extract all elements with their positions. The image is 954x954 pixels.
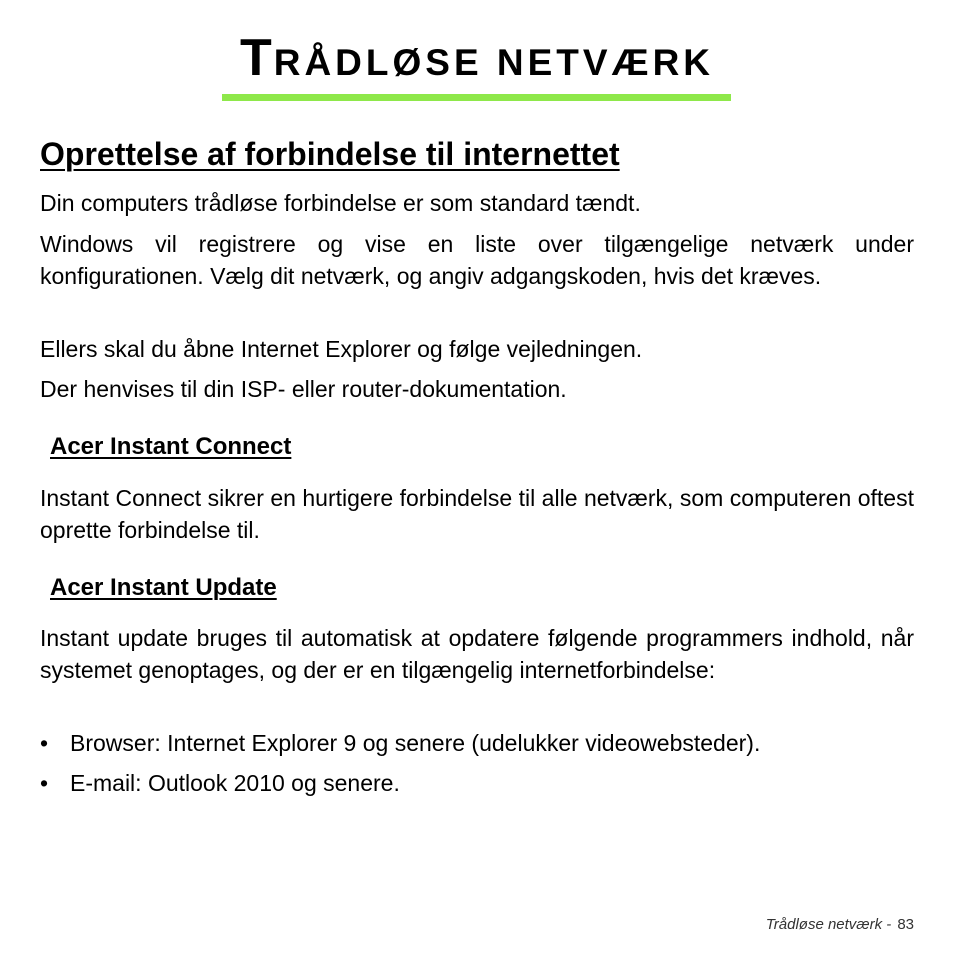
chapter-title-rest: RÅDLØSE NETVÆRK bbox=[273, 42, 715, 83]
page-footer bbox=[766, 916, 914, 933]
list-item bbox=[40, 727, 914, 759]
chapter-initial: T bbox=[239, 29, 274, 87]
section-heading: Oprettelse af forbindelse til internettet bbox=[40, 136, 620, 172]
list-item bbox=[40, 767, 914, 799]
paragraph-default-on: Din computers trådløse forbindelse er som standard tændt. bbox=[40, 190, 641, 216]
footer-label: Trådløse netværk - bbox=[765, 916, 892, 933]
paragraph-windows-networks: Windows vil registrere og vise en liste over tilgængelige netværk under konfigurationen. Vælg dit netværk, og angiv adgangskoden, hvis det kræves. bbox=[40, 231, 914, 289]
paragraph-isp-docs: Der henvises til din ISP- eller router-dokumentation. bbox=[40, 376, 567, 402]
page-number: 83 bbox=[897, 916, 914, 933]
paragraph-instant-update: Instant update bruges til automatisk at opdatere følgende programmers indhold, når systemet genoptages, og der er en tilgængelig internetforbindelse: bbox=[40, 625, 914, 683]
subheading-instant-update: Acer Instant Update bbox=[50, 574, 277, 601]
paragraph-internet-explorer: Ellers skal du åbne Internet Explorer og følge vejledningen. bbox=[40, 336, 643, 362]
bullet-dot: • bbox=[40, 730, 49, 756]
list-item-text: Browser: Internet Explorer 9 og senere (udelukker videowebsteder). bbox=[70, 730, 761, 756]
bullet-dot: • bbox=[40, 770, 49, 796]
paragraph-instant-connect: Instant Connect sikrer en hurtigere forbindelse til alle netværk, som computeren oftest oprette forbindelse til. bbox=[40, 485, 914, 543]
chapter-title bbox=[0, 28, 954, 93]
list-item-text: E-mail: Outlook 2010 og senere. bbox=[70, 770, 400, 796]
chapter-accent-rule bbox=[222, 94, 731, 101]
subheading-instant-connect: Acer Instant Connect bbox=[50, 433, 292, 460]
